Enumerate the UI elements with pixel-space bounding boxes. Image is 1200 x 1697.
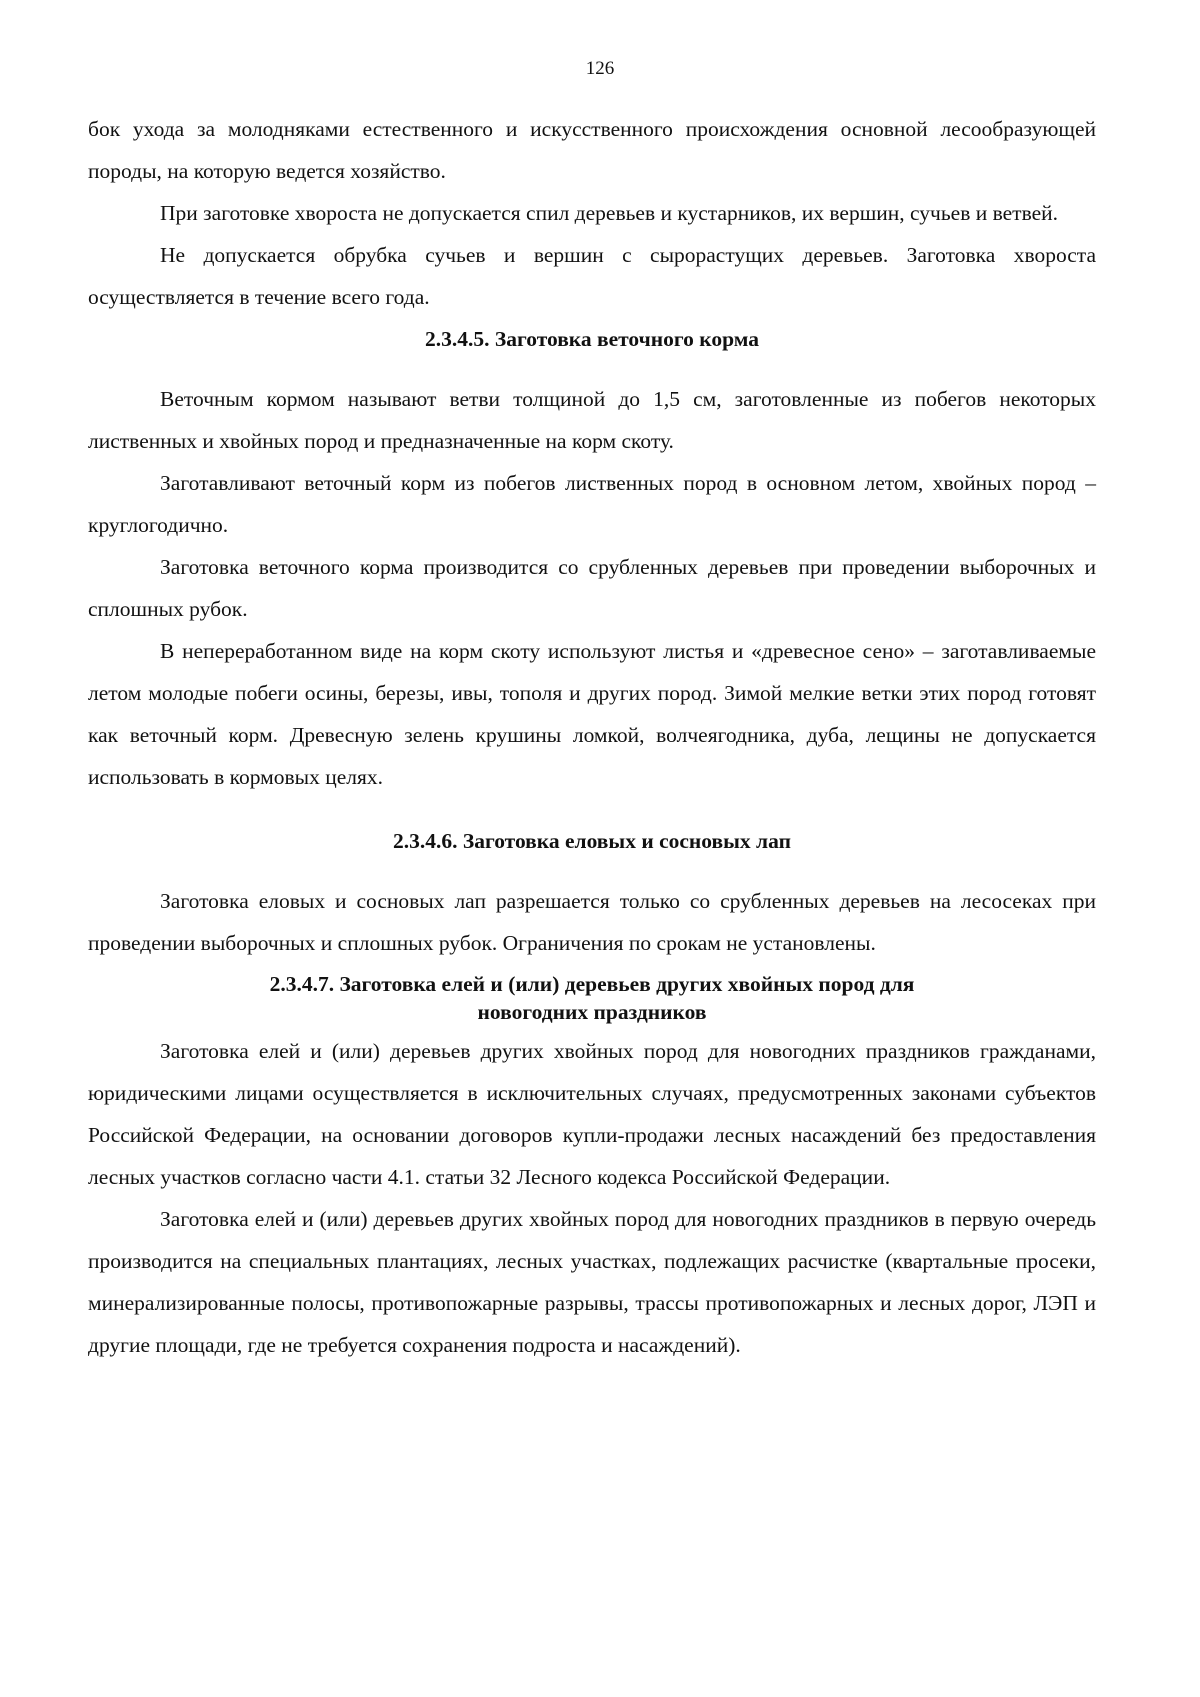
paragraph-spruce-pine-branches: Заготовка еловых и сосновых лап разрешается только со срубленных деревьев на лесосеках при проведении выборочных и сплошных рубок. Ограничения по срокам не установлены.	[88, 889, 1096, 955]
page-content	[88, 108, 1096, 1366]
section-heading-2-3-4-6: 2.3.4.6. Заготовка еловых и сосновых лап	[393, 829, 791, 853]
section-heading-line-1: 2.3.4.7. Заготовка елей и (или) деревьев других хвойных пород для	[269, 972, 915, 996]
paragraph-continuation: бок ухода за молодняками естественного и искусственного происхождения основной лесообразующей породы, на которую ведется хозяйство.	[88, 117, 1096, 183]
paragraph-new-year-trees-legal: Заготовка елей и (или) деревьев других хвойных пород для новогодних праздников гражданами, юридическими лицами осуществляется в исключительных случаях, предусмотренных законами субъектов Российской Федерации, на основании договоров купли-продажи лесных насаждений без предоставления лесных участков согласно части 4.1. статьи 32 Лесного кодекса Российской Федерации.	[88, 1039, 1096, 1189]
paragraph-branch-feed-usage: В непереработанном виде на корм скоту используют листья и «древесное сено» – заготавливаемые летом молодые побеги осины, березы, ивы, тополя и других пород. Зимой мелкие ветки этих пород готовят как веточный корм. Древесную зелень крушины ломкой, волчеягодника, дуба, лещины не допускается использовать в кормовых целях.	[88, 639, 1096, 789]
section-heading-line-2: новогодних праздников	[477, 1000, 707, 1024]
page-number: 126	[585, 58, 615, 79]
paragraph-brushwood-cutting: При заготовке хвороста не допускается спил деревьев и кустарников, их вершин, сучьев и ветвей.	[160, 201, 1059, 225]
paragraph-new-year-trees-locations: Заготовка елей и (или) деревьев других хвойных пород для новогодних праздников в первую очередь производится на специальных плантациях, лесных участках, подлежащих расчистке (квартальные просеки, минерализированные полосы, противопожарные разрывы, трассы противопожарных и лесных дорог, ЛЭП и другие площади, где не требуется сохранения подроста и насаждений).	[88, 1207, 1096, 1357]
section-heading-2-3-4-7	[88, 964, 1096, 1030]
paragraph-branch-feed-source: Заготовка веточного корма производится со срубленных деревьев при проведении выборочных и сплошных рубок.	[88, 555, 1096, 621]
paragraph-branch-feed-season: Заготавливают веточный корм из побегов лиственных пород в основном летом, хвойных пород – круглогодично.	[88, 471, 1096, 537]
paragraph-brushwood-season: Не допускается обрубка сучьев и вершин с сырорастущих деревьев. Заготовка хвороста осуществляется в течение всего года.	[88, 243, 1096, 309]
paragraph-branch-feed-definition: Веточным кормом называют ветви толщиной до 1,5 см, заготовленные из побегов некоторых лиственных и хвойных пород и предназначенные на корм скоту.	[88, 387, 1096, 453]
section-heading-2-3-4-5: 2.3.4.5. Заготовка веточного корма	[425, 327, 759, 351]
